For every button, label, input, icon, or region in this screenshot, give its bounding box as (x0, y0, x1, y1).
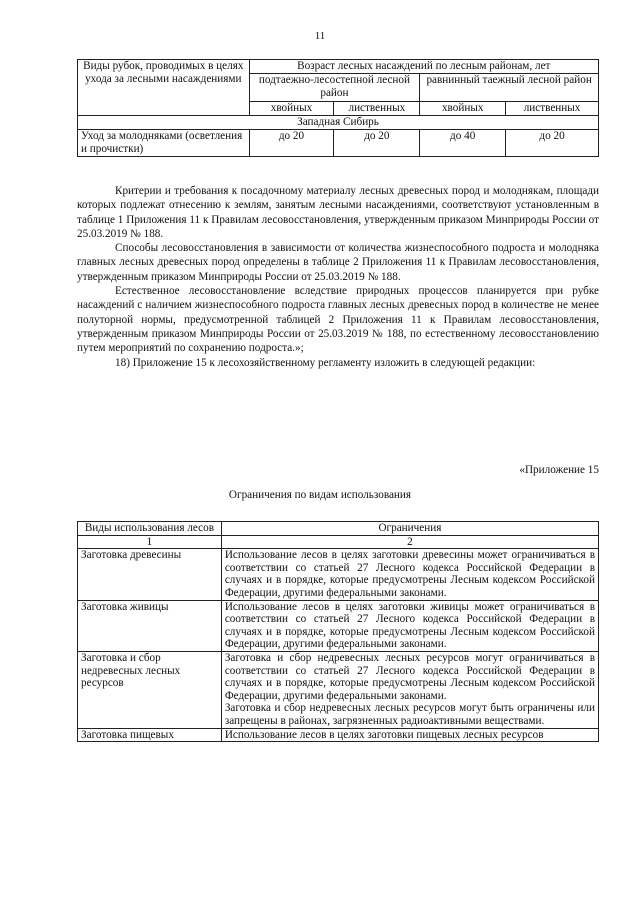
t2-num-col2: 2 (221, 535, 598, 549)
t2-row-type: Заготовка живицы (78, 600, 222, 651)
t1-sub-conifer-1: хвойных (249, 101, 334, 115)
table-row (78, 130, 599, 157)
t1-age-header: Возраст лесных насаждений по лесным районам, лет (249, 60, 598, 74)
t2-row-text: Использование лесов в целях заготовки древесины может ограничиваться в соответствии со статьей 27 Лесного кодекса Российской Федерации в случаях и в порядке, которые предусмотрены Лесным кодексом Российской Федерации, другими федеральными законами. (221, 549, 598, 600)
t1-activity-header: Виды рубок, проводимых в целях ухода за лесными насаждениями (78, 60, 250, 116)
t2-row-text: Заготовка и сбор недревесных лесных ресурсов могут ограничиваться в соответствии со статьей 27 Лесного кодекса Российской Федерации в случаях и в порядке, которые предусмотрены Лесным кодексом Российской Федерации, другими федеральными законами. (224, 651, 595, 702)
table-row (78, 728, 599, 742)
felling-age-table (77, 59, 599, 157)
t2-header-col1: Виды использования лесов (78, 522, 222, 536)
restrictions-table (77, 521, 599, 742)
t1-district2: равнинный таежный лесной район (420, 74, 599, 101)
t1-sub-conifer-2: хвойных (420, 101, 506, 115)
appendix-label: «Приложение 15 (519, 464, 599, 476)
t2-row-type: Заготовка древесины (78, 549, 222, 600)
paragraph: Критерии и требования к посадочному материалу лесных древесных пород и молоднякам, площади которых подлежат отнесению к землям, занятым лесными насаждениями, соответствуют установленным в таблице 1 Приложения 11 к Правилам лесовосстановления, утвержденным приказом Минприроды России от 25.03.2019 № 188. (77, 185, 599, 240)
table-row (78, 651, 599, 728)
t2-row-type: Заготовка и сбор недревесных лесных ресурсов (78, 651, 222, 728)
t2-row-type: Заготовка пищевых (78, 728, 222, 742)
t2-row-text: Использование лесов в целях заготовки пищевых лесных ресурсов (221, 728, 598, 742)
paragraph: Естественное лесовосстановление вследствие природных процессов планируется при рубке насаждений с наличием жизнеспособного подроста главных лесных древесных пород в количестве не менее полуторной нормы, предусмотренной таблицей 2 Приложения 11 к Правилам лесовосстановления, утвержденным приказом Минприроды России от 25.03.2019 № 188, по естественному лесовосстановлению путем мероприятий по сохранению подроста.»; (77, 285, 599, 355)
paragraph: Способы лесовосстановления в зависимости от количества жизнеспособного подроста и молодняка главных лесных древесных пород определены в таблице 2 Приложения 11 к Правилам лесовосстановления, утвержденным приказом Минприроды России от 25.03.2019 № 188. (77, 242, 599, 283)
t1-row-activity: Уход за молодняками (осветления и прочистки) (78, 130, 250, 157)
table-row (78, 600, 599, 651)
t1-region: Западная Сибирь (78, 115, 599, 129)
t2-row-text-extra: Заготовка и сбор недревесных лесных ресурсов могут быть ограничены или запрещены в районах, загрязненных радиоактивными веществами. (224, 702, 595, 727)
t1-row-v4: до 20 (506, 130, 599, 157)
table-row (78, 549, 599, 600)
t1-row-v3: до 40 (420, 130, 506, 157)
t2-row-text: Использование лесов в целях заготовки живицы может ограничиваться в соответствии со статьей 27 Лесного кодекса Российской Федерации в случаях и в порядке, которые предусмотрены Лесным кодексом Российской Федерации, другими федеральными законами. (221, 600, 598, 651)
page-number: 11 (314, 30, 326, 42)
t1-row-v1: до 20 (249, 130, 334, 157)
t1-district1: подтаежно-лесостепной лесной район (249, 74, 420, 101)
paragraph: 18) Приложение 15 к лесохозяйственному регламенту изложить в следующей редакции: (115, 356, 536, 369)
t2-header-col2: Ограничения (221, 522, 598, 536)
t1-sub-deciduous-2: лиственных (506, 101, 599, 115)
t1-row-v2: до 20 (334, 130, 420, 157)
t2-num-col1: 1 (78, 535, 222, 549)
table-title: Ограничения по видам использования (228, 489, 412, 501)
body-text (77, 184, 599, 370)
t1-sub-deciduous-1: лиственных (334, 101, 420, 115)
t2-row-cell (221, 651, 598, 728)
